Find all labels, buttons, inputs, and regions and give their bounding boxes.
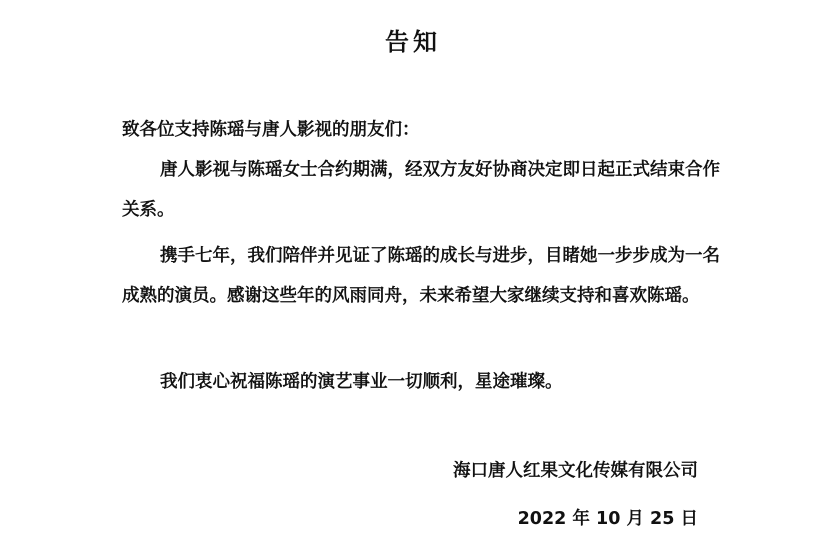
paragraph-contract-end: 唐人影视与陈瑶女士合约期满，经双方友好协商决定即日起正式结束合作关系。 <box>122 160 720 220</box>
signature-date: 2022 年 10 月 25 日 <box>517 509 698 529</box>
notice-title: 告知 <box>385 28 441 56</box>
salutation: 致各位支持陈瑶与唐人影视的朋友们： <box>122 120 420 140</box>
signature-company: 海口唐人红果文化传媒有限公司 <box>453 461 698 481</box>
paragraph-best-wishes: 我们衷心祝福陈瑶的演艺事业一切顺利，星途璀璨。 <box>160 372 563 392</box>
paragraph-seven-years: 携手七年，我们陪伴并见证了陈瑶的成长与进步，目睹她一步步成为一名成熟的演员。感谢这些年的风雨同舟，未来希望大家继续支持和喜欢陈瑶。 <box>122 246 720 306</box>
